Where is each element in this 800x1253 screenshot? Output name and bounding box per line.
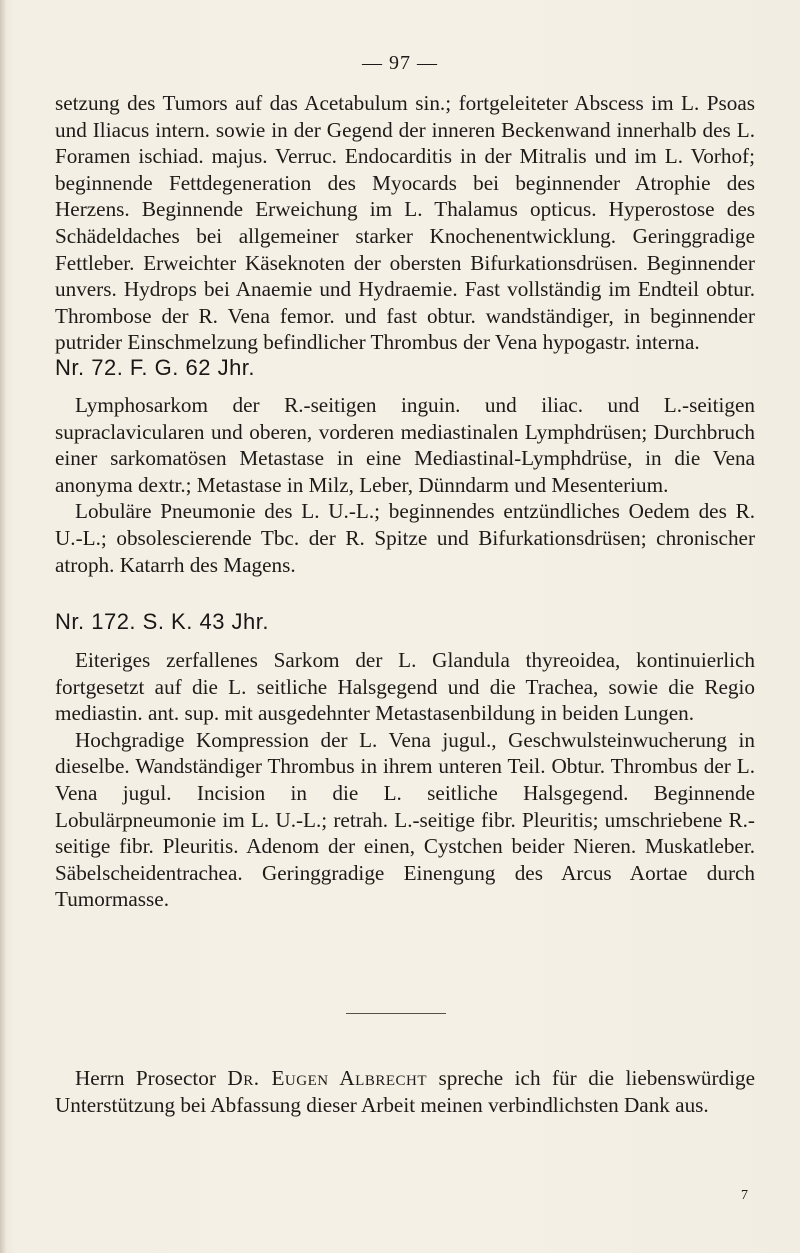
intro-paragraph: setzung des Tumors auf das Acetabulum sin.; fortgeleiteter Abscess im L. Psoas und Iliacus intern. sowie in der Gegend der inneren Beckenwand innerhalb des L. Foramen ischiad. majus. Verruc. Endocarditis in der Mitralis und im L. Vorhof; beginnende Fettdegeneration des Myocards bei beginnender Atrophie des Herzens. Beginnende Erweichung im L. Thalamus opticus. Hyperostose des Schädeldaches bei allgemeiner starker Knochenentwicklung. Geringgradige Fettleber. Erweichter Käseknoten der obersten Bifurkationsdrüsen. Beginnender unvers. Hydrops bei Anaemie und Hydraemie. Fast vollständig im Endteil obtur. Thrombose der R. Vena femor. und fast obtur. wandständiger, in beginnender putrider Einschmelzung befindlicher Thrombus der Vena hypogastr. interna.	[55, 91, 755, 355]
acknowledgement-lead: Herrn Prosector	[75, 1066, 228, 1090]
case-heading-72: Nr. 72. F. G. 62 Jhr.	[55, 355, 256, 380]
sheet-signature-mark: 7	[741, 1188, 748, 1203]
page-number: — 97 —	[362, 52, 438, 74]
case-172-paragraph-2: Hochgradige Kompression der L. Vena jugul., Geschwulsteinwucherung in dieselbe. Wandständiger Thrombus in ihrem unteren Teil. Obtur. Thrombus der L. Vena jugul. Incision in die L. seitliche Halsgegend. Beginnende Lobulärpneumonie im L. U.-L.; retrah. L.-seitige fibr. Pleuritis; umschriebene R.-seitige fibr. Pleuritis. Adenom der einen, Cystchen beider Nieren. Muskatleber. Säbelscheidentrachea. Geringgradige Einengung des Arcus Aortae durch Tumormasse.	[55, 727, 755, 912]
acknowledgement-rest: spreche ich für die liebenswürdige Unterstützung bei Abfassung dieser Arbeit meinen verbindlichsten Dank aus.	[55, 1066, 756, 1117]
case-72-body	[55, 392, 755, 578]
acknowledgement	[55, 1065, 755, 1118]
intro-continuation	[55, 90, 755, 356]
page-binding-edge	[0, 0, 6, 1253]
case-72-paragraph-2: Lobuläre Pneumonie des L. U.-L.; beginnendes entzündliches Oedem des R. U.-L.; obsolescierende Tbc. der R. Spitze und Bifurkationsdrüsen; chronischer atroph. Katarrh des Magens.	[55, 499, 755, 577]
acknowledged-person: Dr. Eugen Albrecht	[227, 1066, 428, 1090]
case-72-paragraph-1: Lymphosarkom der R.-seitigen inguin. und iliac. und L.-seitigen supraclavicularen und oberen, vorderen mediastinalen Lymphdrüsen; Durchbruch einer sarkomatösen Metastase in eine Mediastinal-Lymphdrüse, in die Vena anonyma dextr.; Metastase in Milz, Leber, Dünndarm und Mesenterium.	[55, 393, 755, 497]
case-172-body	[55, 647, 755, 913]
case-heading-172: Nr. 172. S. K. 43 Jhr.	[55, 609, 269, 634]
section-separator	[346, 1013, 446, 1014]
acknowledgement-paragraph	[55, 1065, 755, 1118]
case-172-paragraph-1: Eiteriges zerfallenes Sarkom der L. Glandula thyreoidea, kontinuierlich fortgesetzt auf die L. seitliche Halsgegend und die Trachea, sowie die Regio mediastin. ant. sup. mit ausgedehnter Metastasenbildung in beiden Lungen.	[55, 648, 755, 726]
